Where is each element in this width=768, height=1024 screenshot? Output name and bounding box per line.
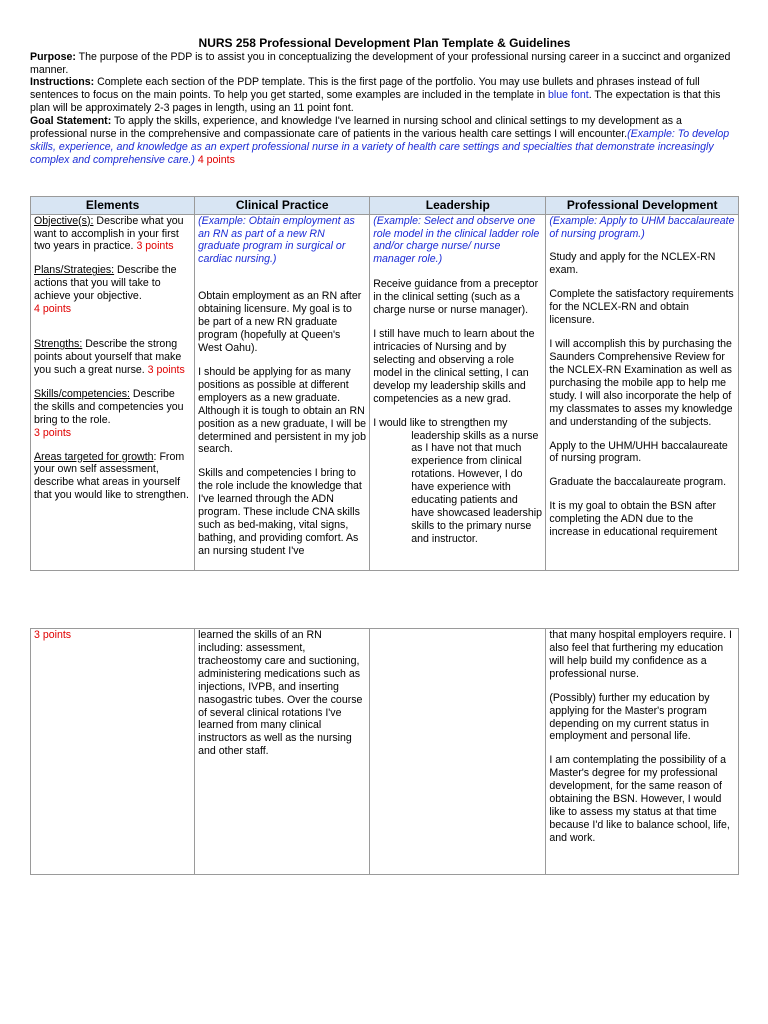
plans-item	[34, 264, 191, 303]
leadership-cell-continued	[370, 629, 546, 875]
goal-statement-paragraph	[30, 115, 739, 167]
goal-text: To apply the skills, experience, and knowledge I've learned in nursing school and clinical settings to my development as a professional nurse in the comprehensive and compassionate care of patients in the various health care settings I will encounter.	[30, 115, 682, 141]
purpose-text: The purpose of the PDP is to assist you in conceptualizing the development of your professional nursing career in a succinct and organized manner.	[30, 50, 731, 76]
profdev-paragraph-6-continued: that many hospital employers require. I also feel that furthering my education will help build my confidence as a professional nurse.	[549, 629, 732, 680]
profdev-paragraph-6: It is my goal to obtain the BSN after completing the ADN due to the increase in educational requirement	[549, 500, 718, 539]
header-leadership: Leadership	[370, 197, 546, 215]
header-professional-development: Professional Development	[546, 197, 739, 215]
leadership-paragraph-3: I would like to strengthen my	[373, 416, 508, 429]
pdp-table	[30, 196, 739, 571]
strengths-points: 3 points	[147, 363, 185, 376]
areas-colon: :	[153, 450, 157, 463]
leadership-paragraph-3-indented: leadership skills as a nurse as I have not that much experience from clinical rotations. However, I do have experience with educating patients and have showcased leadership skills to the primary nurse and instructor.	[411, 429, 542, 545]
clinical-paragraph-3: Skills and competencies I bring to the role include the knowledge that I've learned through the ADN program. These include CNA skills such as bed-making, vital signs, bathing, and providing comfort. As an nursing student I've	[198, 467, 362, 557]
areas-points: 3 points	[34, 629, 72, 641]
areas-item	[34, 451, 191, 503]
leadership-paragraph-2: I still have much to learn about the intricacies of Nursing and by selecting and observing a role model in the clinical setting, I can develop my leadership skills and competencies as a new grad.	[373, 328, 535, 405]
leadership-paragraph-1: Receive guidance from a preceptor in the clinical setting (such as a charge nurse or nurse manager).	[373, 278, 539, 317]
profdev-paragraph-3: I will accomplish this by purchasing the Saunders Comprehensive Review for the NCLEX-RN Examination as well as purchasing the mobile app to help me study. I will also incorporate the help of my classmates to asses my knowledge and understanding of the subjects.	[549, 338, 733, 428]
profdev-paragraph-7: (Possibly) further my education by applying for the Master's program depending on my current status in employment and personal life.	[549, 691, 710, 743]
objective-label: Objective(s):	[34, 214, 94, 227]
goal-example: (Example: To develop skills, experience, and knowledge as an expert professional nurse in a variety of health care settings and specialties that demonstrate increasingly complex and comprehensive care.)	[30, 128, 730, 166]
objective-text: Describe what you want to accomplish in your first two years in practice.	[34, 214, 184, 253]
elements-cell	[31, 214, 195, 570]
skills-item	[34, 388, 191, 427]
skills-points: 3 points	[34, 426, 72, 439]
professional-development-cell	[546, 214, 739, 570]
profdev-example: (Example: Apply to UHM baccalaureate of nursing program.)	[549, 214, 735, 240]
instructions-paragraph	[30, 76, 739, 115]
document-title: NURS 258 Professional Development Plan Template & Guidelines	[198, 36, 571, 50]
profdev-paragraph-8: I am contemplating the possibility of a Master's degree for my professional development, for the same reason of obtaining the BSN. However, I would like to assess my status at that time because I'd like to balance school, life, and work.	[549, 754, 730, 844]
instructions-text-end: . The expectation is that this plan will be approximately 2-3 pages in length, using an 11 point font.	[30, 89, 721, 115]
document-page	[30, 0, 739, 167]
profdev-paragraph-5: Graduate the baccalaureate program.	[549, 476, 727, 489]
purpose-paragraph	[30, 51, 739, 77]
instructions-text: Complete each section of the PDP template. This is the first page of the portfolio. You may use bullets and phrases instead of full sentences to focus on the main points. To help you get started, some examples are included in the template in	[30, 76, 700, 102]
strengths-text: Describe the strong points about yourself that make you such a great nurse.	[34, 338, 182, 376]
pdp-table-continued	[30, 628, 739, 875]
objective-points: 3 points	[136, 240, 174, 253]
profdev-paragraph-4: Apply to the UHM/UHH baccalaureate of nursing program.	[549, 439, 728, 465]
strengths-item	[34, 338, 191, 377]
purpose-label: Purpose:	[30, 50, 76, 63]
strengths-label: Strengths:	[34, 338, 83, 351]
areas-text: From your own self assessment, describe what areas in yourself that you would like to strengthen.	[34, 450, 189, 502]
table-row	[31, 214, 739, 570]
header-clinical-practice: Clinical Practice	[195, 197, 370, 215]
table-header-row	[31, 197, 739, 215]
clinical-practice-cell	[195, 214, 370, 570]
profdev-paragraph-1: Study and apply for the NCLEX-RN exam.	[549, 251, 716, 277]
areas-label: Areas targeted for growth	[34, 450, 154, 463]
clinical-paragraph-3-continued: learned the skills of an RN including: assessment, tracheostomy care and suctioning, administering medications such as injections, IVPB, and inserting nasogastric tubes. Over the course of several clinical rotations I've learned from many clinical instructors as well as the nursing and other staff.	[198, 629, 363, 758]
profdev-paragraph-2: Complete the satisfactory requirements for the NCLEX-RN and obtain licensure.	[549, 288, 734, 327]
leadership-cell	[370, 214, 546, 570]
instructions-label: Instructions:	[30, 76, 95, 89]
clinical-paragraph-2: I should be applying for as many positions as possible at different employers as a new graduate. Although it is tough to obtain an RN position as a new graduate, I will be determined and persistent in my job search.	[198, 365, 366, 456]
clinical-practice-cell-continued	[195, 629, 370, 875]
elements-cell-continued	[31, 629, 195, 875]
header-elements: Elements	[31, 197, 195, 215]
skills-text: Describe the skills and competencies you bring to the role.	[34, 387, 184, 426]
goal-label: Goal Statement:	[30, 115, 112, 128]
clinical-example: (Example: Obtain employment as an RN as part of a new RN graduate program in surgical or cardiac nursing.)	[198, 214, 355, 266]
objective-item	[34, 215, 191, 254]
clinical-paragraph-1: Obtain employment as an RN after obtaining licensure. My goal is to be part of a new RN graduate program (hopefully at Queen's West Oahu).	[198, 290, 362, 354]
blue-font-text: blue font	[548, 89, 589, 102]
plans-points: 4 points	[34, 303, 72, 316]
leadership-example: (Example: Select and observe one role model in the clinical ladder role and/or charge nurse/ nurse manager role.)	[373, 214, 540, 266]
professional-development-cell-continued	[546, 629, 739, 875]
plans-label: Plans/Strategies:	[34, 264, 115, 277]
table-row	[31, 629, 739, 875]
goal-points: 4 points	[194, 154, 235, 166]
plans-text: Describe the actions that you will take to achieve your objective.	[34, 264, 177, 303]
skills-label: Skills/competencies:	[34, 387, 130, 400]
